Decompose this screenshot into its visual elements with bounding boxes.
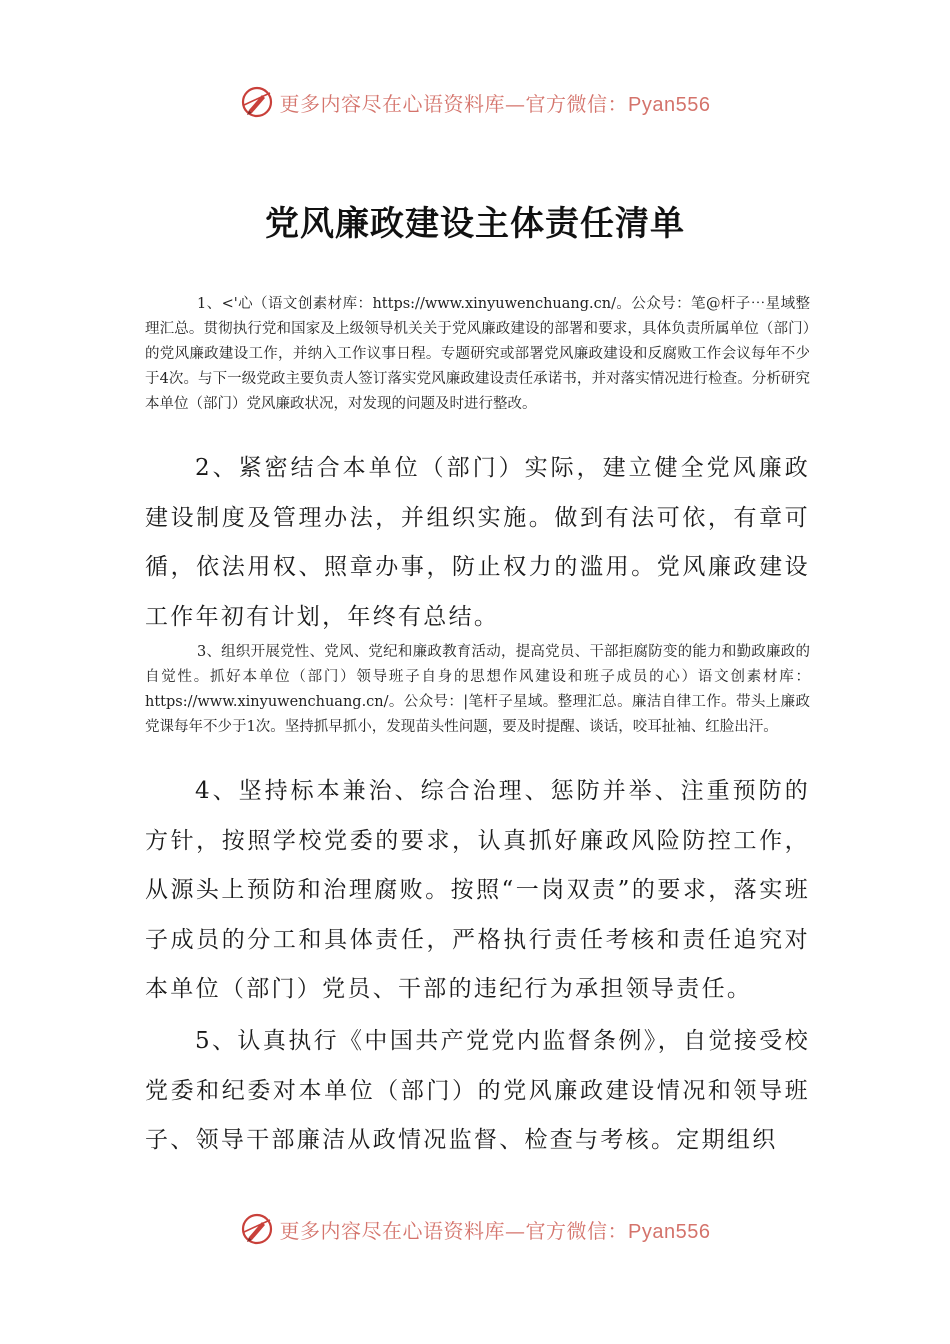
- banner-text: 更多内容尽在心语资料库—官方微信：Pyan556: [279, 91, 711, 116]
- paragraph-1: 1、<'心（语文创素材库：https://www.xinyuwenchuang.cn/。公众号：笔@杆子⋯星域整理汇总。贯彻执行党和国家及上级领导机关关于党风廉政建设的部署和要求，具体负责所属单位（部门）的党风廉政建设工作，并纳入工作议事日程。专题研究或部署党风廉政建设和反腐败工作会议每年不少于4次。与下一级党政主要负责人签订落实党风廉政建设责任承诺书，并对落实情况进行检查。分析研究本单位（部门）党风廉政状况，对发现的问题及时进行整改。: [145, 296, 810, 412]
- wechat-id: Pyan556: [628, 1220, 711, 1243]
- footer-banner: [0, 1209, 950, 1249]
- pen-logo-icon: [240, 1212, 274, 1246]
- paragraph-3: 3、组织开展党性、党风、党纪和廉政教育活动，提高党员、干部拒腐防变的能力和勤政廉政的自觉性。抓好本单位（部门）领导班子自身的思想作风建设和班子成员的心）语文创素材库：https://www.xinyuwenchuang.cn/。公众号：|笔杆子星域。整理汇总。廉洁自律工作。带头上廉政党课每年不少于1次。坚持抓早抓小，发现苗头性问题，要及时提醒、谈话，咬耳扯袖、红脸出汗。: [145, 644, 810, 735]
- pen-logo-icon: [240, 85, 274, 119]
- header-banner: [0, 82, 950, 122]
- page-title: 党风廉政建设主体责任清单: [265, 204, 685, 244]
- paragraph-5: 5、认真执行《中国共产党党内监督条例》，自觉接受校党委和纪委对本单位（部门）的党风廉政建设情况和领导班子、领导干部廉洁从政情况监督、检查与考核。定期组织: [145, 1028, 810, 1153]
- paragraph-2: 2、紧密结合本单位（部门）实际，建立健全党风廉政建设制度及管理办法，并组织实施。做到有法可依，有章可循，依法用权、照章办事，防止权力的滥用。党风廉政建设工作年初有计划，年终有总结。: [145, 455, 810, 630]
- wechat-id: Pyan556: [628, 93, 711, 116]
- banner-text: 更多内容尽在心语资料库—官方微信：Pyan556: [279, 1218, 711, 1243]
- paragraph-4: 4、坚持标本兼治、综合治理、惩防并举、注重预防的方针，按照学校党委的要求，认真抓好廉政风险防控工作，从源头上预防和治理腐败。按照“一岗双责”的要求，落实班子成员的分工和具体责任，严格执行责任考核和责任追究对本单位（部门）党员、干部的违纪行为承担领导责任。: [145, 778, 810, 1002]
